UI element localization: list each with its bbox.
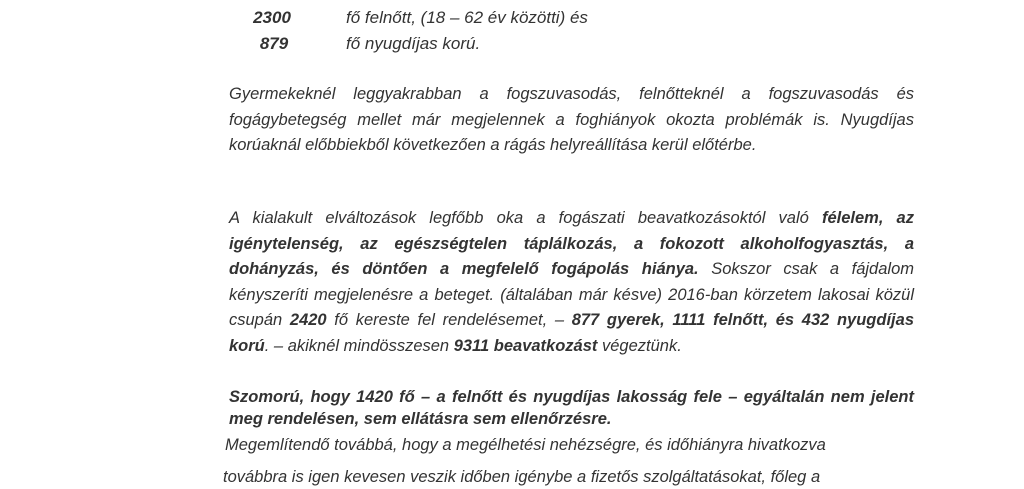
paragraph-causes (229, 206, 914, 360)
text-line: Megemlítendő továbbá, hogy a megélhetési nehézségre, és időhiányra hivatkozva (225, 436, 826, 454)
text-span: . – akiknél mindösszesen (264, 336, 454, 355)
paragraph-missing-patients: Szomorú, hogy 1420 fő – a felnőtt és nyugdíjas lakosság fele – egyáltalán nem jelent meg rendelésen, sem ellátásra sem ellenőrzésre. (229, 388, 914, 428)
text-span: fő kereste fel rendelésemet, – (326, 311, 572, 330)
paragraph-dental-problems: Gyermekeknél leggyakrabban a fogszuvasodás, felnőtteknél a fogszuvasodás és fogágybetegség mellet már megjelennek a foghiányok okozta problémák is. Nyugdíjas korúaknál előbbiekből következően a rágás helyreállítása kerül előtérbe. (229, 85, 914, 155)
stat-text: fő nyugdíjas korú. (346, 34, 481, 53)
text-span: végeztünk. (597, 336, 682, 355)
stat-number: 2300 (253, 8, 291, 27)
cropped-top-line (346, 0, 466, 2)
bold-span: 877 gyerek, 1111 felnőtt, és 432 nyugdíjas korú (229, 311, 914, 355)
stat-text: fő felnőtt, (18 – 62 év közötti) és (346, 8, 588, 27)
text-span: Sokszor csak a fájdalom kényszeríti megjelenésre a beteget. (általában már késve) 2016-ban körzetem lakosai közül csupán (229, 260, 914, 330)
bold-span: 2420 (289, 311, 327, 330)
text-span: A kialakult elváltozások legfőbb oka a fogászati beavatkozásoktól való (229, 209, 822, 227)
text-line: továbbra is igen kevesen veszik időben igénybe a fizetős szolgáltatásokat, főleg a (223, 468, 821, 486)
bold-span: 9311 beavatkozást (453, 336, 598, 355)
bold-span: félelem, az igénytelenség, az egészségtelen táplálkozás, a fokozott alkoholfogyasztás, a dohányzás, és döntően a megfelelő fogápolás hiánya. (229, 209, 914, 279)
stat-number: 879 (259, 34, 289, 53)
